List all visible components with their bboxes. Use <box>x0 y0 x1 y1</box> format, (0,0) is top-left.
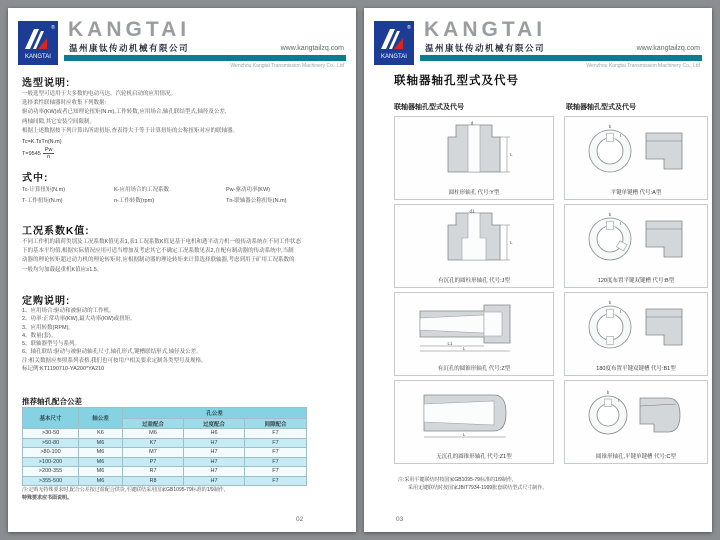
col-header-transition: 过度配合 <box>184 419 245 429</box>
dim-label: L <box>510 152 513 157</box>
cell: H7 <box>184 448 245 458</box>
company-tagline-en: Wenzhou Kangtai Transmission Machinery Co., Ltd <box>586 63 700 69</box>
col-header-shaft: 轴公差 <box>79 408 123 429</box>
symbol-def: Tc-计算扭矩(N.m) <box>22 187 66 193</box>
dim-label: d <box>470 120 474 126</box>
cell: R8 <box>123 476 184 486</box>
dim-label: t <box>620 309 622 314</box>
diagram-box-j-type <box>394 204 554 288</box>
cell: >50-80 <box>23 438 79 448</box>
tolerance-table <box>22 407 307 486</box>
header-divider-bar <box>64 55 346 61</box>
logo-wordmark: KANGTAI <box>25 54 51 60</box>
diagram-box-z1-type <box>394 380 554 464</box>
cell: H7 <box>184 438 245 448</box>
double-keyway-180-diagram <box>576 296 696 354</box>
dim-label: t <box>620 133 622 138</box>
cell: M6 <box>79 457 123 467</box>
diagram-box-z-type <box>394 292 554 376</box>
brand-name: KANGTAI <box>424 18 547 41</box>
symbol-def: T-工作扭矩(N.m) <box>22 197 63 204</box>
col-header-interference: 过盈配合 <box>123 419 184 429</box>
page-header <box>374 20 702 70</box>
table-footnote <box>22 486 225 502</box>
column-heading-right: 联轴器轴孔型式及代号 <box>566 104 636 111</box>
ordering-example: 标记例:KT1190710-YA200*YA210 <box>22 366 105 373</box>
diagram-box-a-type <box>564 116 708 200</box>
ordering-item: 2、功率:正常功率(KW),最大功率(KW)或扭矩。 <box>22 316 136 323</box>
col-header-size: 基本尺寸 <box>23 408 79 429</box>
cell: M7 <box>123 448 184 458</box>
ordering-list <box>22 307 207 373</box>
table-row <box>23 448 307 458</box>
text-line: 下的基本平均值,根据实际情况应用可适当增加及考虑其它不确定工况系数见表2,在配有制动器的传动系统中,当制 <box>22 248 294 255</box>
section-title-where: 式中: <box>22 173 49 184</box>
counterbored-conical-bore-diagram <box>408 296 540 354</box>
table-row <box>23 429 307 439</box>
ordering-item: 5、联轴器型号与系列。 <box>22 341 81 348</box>
footnote-line: 注:采用平键联结时按国家GB1095-79标准的1/9制作, <box>398 477 514 483</box>
cell: F7 <box>245 448 307 458</box>
website-url: www.kangtailzq.com <box>636 45 700 52</box>
cell: M6 <box>79 467 123 477</box>
section-title-selection: 选型说明: <box>22 78 71 89</box>
website-url: www.kangtailzq.com <box>280 45 344 52</box>
dim-label: L <box>462 346 466 351</box>
cell: F7 <box>245 476 307 486</box>
col-header-hole-group: 孔公差 <box>123 408 307 419</box>
page-title: 联轴器轴孔型式及代号 <box>394 75 519 87</box>
diagram-caption: 有沉孔的圆锥形轴孔 代号:Z型 <box>437 366 511 372</box>
diagram-caption: 有沉孔的圆柱形轴孔 代号:J型 <box>438 278 510 284</box>
diagram-box-y-type <box>394 116 554 200</box>
dim-label: L <box>510 240 513 245</box>
cell: H7 <box>184 457 245 467</box>
text-line: 动器的理论转矩超过动力机的理论转矩时,应根据制动器的理论转矩来计算选择联轴器,考虑到用于矿用工况系数的 <box>22 257 295 264</box>
text-line: 根据上述数据按下列计算出所需扭矩,查表得大于等于计算扭矩的公称扭矩对应的联轴器。 <box>22 127 239 134</box>
cell: R7 <box>123 467 184 477</box>
formula-fraction <box>43 147 55 160</box>
dim-label: b <box>608 212 612 217</box>
diagram-box-b-type <box>564 204 708 288</box>
footnote-line: 特殊要求应书面说明。 <box>22 495 73 501</box>
table-row <box>23 457 307 467</box>
diagram-caption: 180度布置平键双键槽 代号:B1型 <box>596 366 676 372</box>
text-line: 一般均匀加载起重机K值应≥1.5。 <box>22 266 103 273</box>
page-footnote <box>398 476 547 492</box>
cell: K6 <box>79 429 123 439</box>
diagram-caption: 无沉孔的圆锥形轴孔 代号:Z1型 <box>436 454 512 460</box>
section-title-k-factor: 工况系数K值: <box>22 226 90 237</box>
conical-keyway-diagram <box>576 384 696 442</box>
diagram-caption: 平键单键槽 代号:A型 <box>610 190 662 196</box>
cell: F7 <box>245 467 307 477</box>
brand-name: KANGTAI <box>68 18 191 41</box>
ordering-note: 注:相关数据应参照系列表格,我们也可按用户相关要求定制各类型号及规格。 <box>22 357 207 364</box>
symbol-def: n-工作转数(rpm) <box>114 197 155 204</box>
diagram-caption: 圆锥形轴孔,平键单键槽 代号:C型 <box>595 454 677 460</box>
diagram-box-b1-type <box>564 292 708 376</box>
cell: P7 <box>123 457 184 467</box>
ordering-item: 1、应用场合:驱动和被驱动的工作机。 <box>22 308 115 314</box>
ordering-item: 3、应用转数(RPM)。 <box>22 324 74 331</box>
text-line: 驱动功率(KW)或者已知理论扭矩(N.m),工作转数,应用场合,轴孔联结型式,轴径及公差, <box>22 109 227 116</box>
company-name: 温州康钛传动机械有限公司 <box>425 43 546 53</box>
cell: >30-50 <box>23 429 79 439</box>
text-line: 两轴间隙,其它安装空间限制。 <box>22 118 96 125</box>
cell: >200-355 <box>23 467 79 477</box>
kangtai-logo <box>374 21 414 65</box>
cell: F7 <box>245 457 307 467</box>
fraction-numerator: Pw <box>44 147 53 153</box>
catalog-page-03 <box>364 8 712 532</box>
dim-label: b <box>608 124 612 129</box>
registered-mark-icon: ® <box>407 25 411 31</box>
text-line: 一般选型可适用于大多数的电动马达、汽轮机启动的应用情况。 <box>22 91 177 97</box>
diagram-box-c-type <box>564 380 708 464</box>
dim-label: t <box>618 398 620 403</box>
registered-mark-icon: ® <box>51 25 55 31</box>
catalog-page-02 <box>8 8 356 532</box>
cell: H6 <box>184 429 245 439</box>
power-formula <box>22 147 54 160</box>
formula-prefix: T=9545 <box>22 150 41 157</box>
cell: >100-200 <box>23 457 79 467</box>
fraction-denominator: n <box>47 154 51 160</box>
table-title: 推荐轴孔配合公差 <box>22 397 82 406</box>
footnote-line: 采用无键联结时按国家JB/T7934-1999胀套联结型式尺寸制作。 <box>408 485 548 491</box>
cell: >80-100 <box>23 448 79 458</box>
dim-label: d1 <box>469 208 475 214</box>
cell: H7 <box>184 476 245 486</box>
k-factor-text <box>22 238 301 275</box>
torque-formula: Tc=K.TsTn(N.m) <box>22 139 62 145</box>
counterbored-cylindrical-bore-diagram <box>408 208 540 266</box>
text-line: 选择柔性联轴器时应收集下列数据: <box>22 100 107 107</box>
symbol-def: K-应用场合的工况系数 <box>114 187 170 193</box>
cell: M6 <box>123 429 184 439</box>
company-tagline-en: Wenzhou Kangtai Transmission Machinery Co., Ltd <box>230 63 344 69</box>
cell: M6 <box>79 476 123 486</box>
cell: >355-500 <box>23 476 79 486</box>
symbol-definitions <box>22 185 338 206</box>
logo-wordmark: KANGTAI <box>381 54 407 60</box>
company-name: 温州康钛传动机械有限公司 <box>69 43 190 53</box>
kangtai-logo <box>18 21 58 65</box>
cell: F7 <box>245 429 307 439</box>
dim-label: L1 <box>447 341 453 346</box>
symbol-def: Pw-驱动功率(KW) <box>226 187 270 193</box>
table-row <box>23 467 307 477</box>
cylindrical-bore-diagram <box>408 120 540 178</box>
diagram-caption: 圆柱形轴孔 代号:Y型 <box>448 190 500 196</box>
dim-label: L <box>462 432 466 437</box>
cell: M6 <box>79 438 123 448</box>
plain-conical-bore-diagram <box>408 384 540 442</box>
text-line: 不同工作机的载荷类别及工况系数K值见表1,表1工况系数K值是基于电机和透平动力机一般传动系统在不同工作状态 <box>22 239 301 245</box>
cell: K7 <box>123 438 184 448</box>
dim-label: t <box>620 221 622 226</box>
cell: F7 <box>245 438 307 448</box>
cell: H7 <box>184 467 245 477</box>
single-keyway-diagram <box>576 120 696 178</box>
page-number: 02 <box>296 516 304 523</box>
page-number: 03 <box>396 516 404 523</box>
page-header <box>18 20 346 70</box>
dim-label: b <box>608 300 612 305</box>
section-title-ordering: 定购说明: <box>22 296 71 307</box>
table-row <box>23 438 307 448</box>
table-row <box>23 476 307 486</box>
col-header-clearance: 间隙配合 <box>245 419 307 429</box>
cell: M6 <box>79 448 123 458</box>
footnote-line: 注:定购无特殊要求时,配合公差按过盈配合供货,平键联结采用国家GB1095-79标准的1/9制作, <box>22 487 226 493</box>
selection-text <box>22 90 238 136</box>
ordering-item: 4、数量(套)。 <box>22 332 57 339</box>
double-keyway-120-diagram <box>576 208 696 266</box>
symbol-def: Tn-联轴器公称扭矩(N.m) <box>226 197 287 204</box>
header-divider-bar <box>420 55 702 61</box>
diagram-caption: 120度布置平键双键槽 代号:B型 <box>597 278 675 284</box>
dim-label: b <box>606 390 610 395</box>
column-heading-left: 联轴器轴孔型式及代号 <box>394 104 464 111</box>
ordering-item: 6、轴孔联结:驱动与被驱动轴孔尺寸,轴孔形式,键槽联结形式,轴径及公差。 <box>22 349 202 356</box>
